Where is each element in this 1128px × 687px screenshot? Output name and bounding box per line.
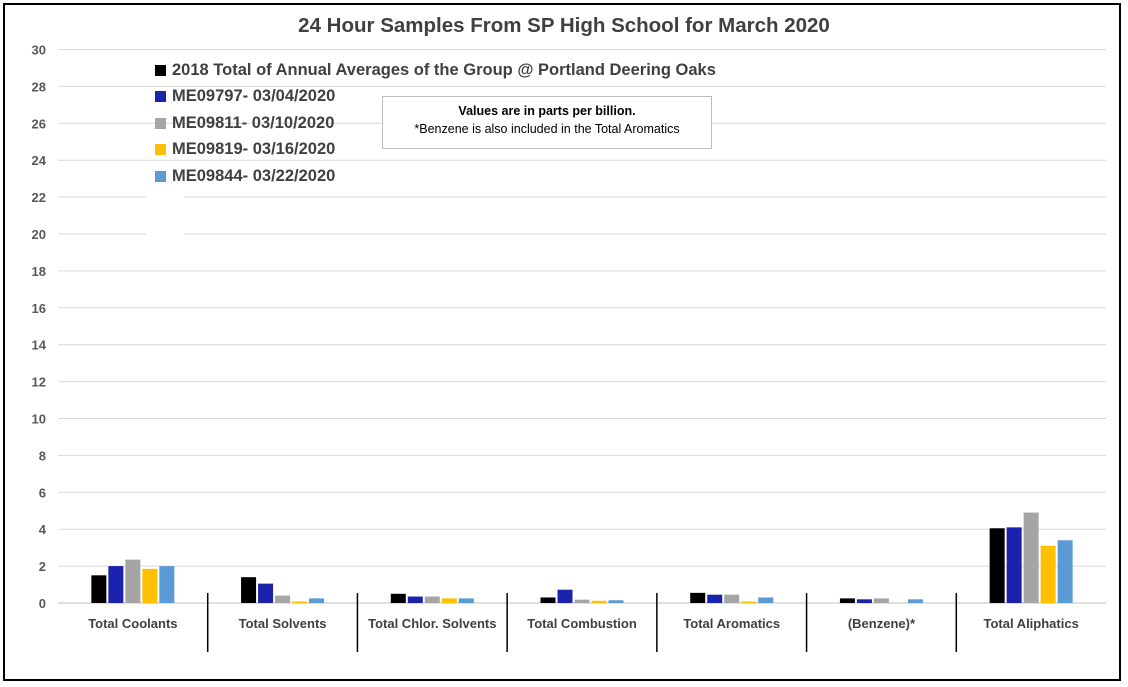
bar bbox=[690, 593, 705, 603]
bar bbox=[125, 560, 140, 603]
bar bbox=[857, 599, 872, 603]
y-tick-label: 20 bbox=[31, 227, 46, 242]
y-tick-label: 8 bbox=[38, 448, 46, 464]
y-tick-label: 2 bbox=[38, 559, 46, 575]
legend-swatch bbox=[155, 144, 166, 155]
legend-swatch bbox=[155, 65, 166, 76]
legend-label: ME09797- 03/04/2020 bbox=[172, 87, 336, 106]
bar bbox=[108, 566, 123, 603]
y-tick-label: 10 bbox=[31, 411, 46, 427]
y-tick-label: 4 bbox=[38, 522, 46, 538]
bar bbox=[1058, 540, 1073, 603]
bar bbox=[241, 577, 256, 603]
bar bbox=[1007, 527, 1022, 603]
note-box bbox=[382, 96, 712, 149]
bar bbox=[724, 595, 739, 603]
bar bbox=[707, 595, 722, 603]
bar bbox=[258, 584, 273, 603]
legend-label: ME09819- 03/16/2020 bbox=[172, 140, 336, 159]
y-tick-label: 22 bbox=[31, 190, 46, 206]
legend-label: ME09811- 03/10/2020 bbox=[172, 113, 335, 132]
y-tick-label: 14 bbox=[31, 337, 46, 353]
x-category-label: Total Aliphatics bbox=[983, 616, 1079, 631]
bar bbox=[758, 597, 773, 603]
bar bbox=[874, 598, 889, 603]
bar bbox=[292, 602, 307, 603]
x-category-label: Total Coolants bbox=[88, 616, 178, 631]
bar bbox=[425, 597, 440, 603]
x-category-label: Total Aromatics bbox=[683, 616, 781, 631]
bar bbox=[142, 569, 157, 603]
bar bbox=[609, 600, 624, 603]
y-tick-label: 12 bbox=[31, 374, 46, 390]
legend-gap bbox=[146, 190, 184, 238]
y-tick-label: 6 bbox=[38, 485, 46, 501]
y-tick-label: 18 bbox=[31, 263, 46, 279]
bar bbox=[159, 566, 174, 603]
legend-item bbox=[155, 57, 716, 84]
y-tick-label: 24 bbox=[31, 153, 46, 169]
chart-title: 24 Hour Samples From SP High School for March 2020 bbox=[298, 14, 830, 37]
legend-item bbox=[155, 163, 716, 190]
y-tick-label: 16 bbox=[31, 300, 46, 316]
bar bbox=[908, 599, 923, 603]
x-category-label: Total Chlor. Solvents bbox=[368, 616, 497, 631]
bar bbox=[592, 601, 607, 603]
legend-swatch bbox=[155, 118, 166, 129]
legend-swatch bbox=[155, 171, 166, 182]
bar bbox=[541, 597, 556, 603]
bar bbox=[442, 598, 457, 603]
bar bbox=[275, 596, 290, 603]
x-category-label: Total Solvents bbox=[238, 616, 327, 631]
bar bbox=[558, 590, 573, 603]
y-tick-label: 0 bbox=[38, 596, 46, 611]
y-tick-label: 28 bbox=[31, 79, 46, 95]
bar bbox=[575, 600, 590, 603]
legend-label: ME09844- 03/22/2020 bbox=[172, 166, 336, 185]
bar bbox=[309, 598, 324, 603]
bar bbox=[459, 598, 474, 603]
legend-label: 2018 Total of Annual Averages of the Group @ Portland Deering Oaks bbox=[172, 60, 716, 79]
bar bbox=[1041, 546, 1056, 603]
bar bbox=[990, 528, 1005, 603]
bar bbox=[408, 597, 423, 603]
bar bbox=[1024, 513, 1039, 603]
bar bbox=[91, 575, 106, 603]
x-category-label: (Benzene)* bbox=[847, 616, 916, 631]
legend-swatch bbox=[155, 91, 166, 102]
bar bbox=[741, 602, 756, 603]
y-tick-label: 26 bbox=[31, 116, 46, 132]
bar bbox=[840, 598, 855, 603]
y-tick-label: 30 bbox=[31, 42, 46, 58]
bar bbox=[391, 594, 406, 603]
note-benzene-text: *Benzene is also included in the Total Aromatics bbox=[414, 122, 680, 136]
note-units-text: Values are in parts per billion. bbox=[458, 104, 636, 118]
x-category-label: Total Combustion bbox=[527, 616, 637, 631]
